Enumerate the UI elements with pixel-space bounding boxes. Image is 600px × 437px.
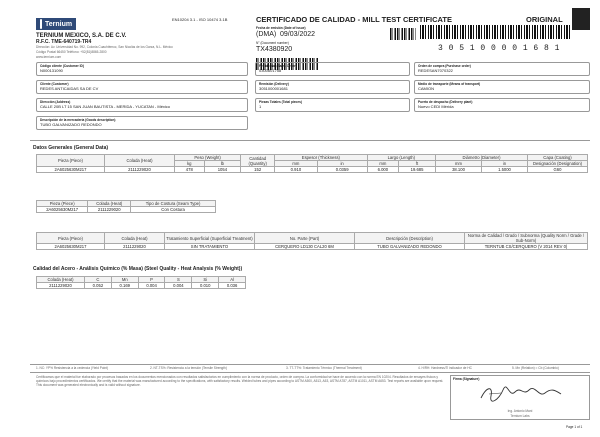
company-rfc: R.F.C. TME-640719-TR4 bbox=[36, 39, 92, 45]
unit-diam-in: in bbox=[481, 161, 527, 167]
chem-col-c: C bbox=[85, 277, 112, 283]
chem-cell-al: 0.036 bbox=[219, 283, 246, 289]
destination-value: Nuevo CEDI Mérida bbox=[418, 104, 454, 109]
company-name: TERNIUM MEXICO, S.A. DE C.V. bbox=[36, 33, 127, 39]
page-number: Page 1 of 1 bbox=[566, 425, 583, 429]
po-box bbox=[414, 62, 590, 76]
seam-cell-type: Con Costura bbox=[131, 207, 216, 213]
unit-thick-mm: mm bbox=[275, 161, 318, 167]
cell-diam-in: 1.5000 bbox=[481, 167, 527, 173]
brand-name: Ternium bbox=[45, 20, 73, 28]
chem-cell-heat: 2111229020 bbox=[37, 283, 85, 289]
document-number-value: TX4380920 bbox=[256, 46, 293, 53]
destination-label: Puerto de despacho (Delivery plant) bbox=[418, 100, 473, 104]
issue-date-prefix: (DMA) bbox=[256, 31, 277, 38]
material-value: TUBO GALVANIZADO REDONDO bbox=[40, 122, 102, 127]
treat-cell-heat: 2111229020 bbox=[105, 244, 165, 250]
seam-col-heat: Colada (Heat) bbox=[88, 201, 131, 207]
po-label: Orden de compra (Purchase order) bbox=[418, 64, 471, 68]
ternium-logo-icon bbox=[40, 19, 42, 29]
chem-col-si: Si bbox=[192, 277, 219, 283]
order-label: Pedido No. (Sales Order) bbox=[259, 64, 297, 68]
chemistry-table bbox=[36, 276, 246, 289]
packages-label: Piezas Totales (Total pieces) bbox=[259, 100, 302, 104]
address-label: Dirección (Address) bbox=[40, 100, 71, 104]
chem-col-s: S bbox=[165, 277, 192, 283]
unit-kg: kg bbox=[175, 161, 205, 167]
remision-box bbox=[255, 80, 410, 94]
col-thickness: Espesor (Thickness) bbox=[275, 155, 367, 161]
signature-label: Firma (Signature) bbox=[453, 377, 480, 381]
section-divider bbox=[30, 140, 590, 141]
barcode-number: 3 0 5 1 0 0 0 0 1 6 8 1 bbox=[438, 44, 560, 53]
address-box bbox=[36, 98, 248, 112]
table-row bbox=[37, 283, 246, 289]
packages-box bbox=[255, 98, 410, 112]
packages-value: 1 bbox=[259, 104, 262, 109]
table-row bbox=[37, 207, 216, 213]
cell-piece: 2A6025630M217 bbox=[37, 167, 105, 173]
seam-cell-piece: 2A6025630M217 bbox=[37, 207, 88, 213]
treat-col-description: Descripción (Description) bbox=[355, 233, 465, 244]
treat-col-norm: Norma de Calidad / Grado / Subnorma (Quality Norm / Grade / Sub-Norm) bbox=[465, 233, 588, 244]
signature-box bbox=[450, 375, 590, 420]
treat-col-heat: Colada (Heat) bbox=[105, 233, 165, 244]
destination-box bbox=[414, 98, 590, 112]
general-data-title: Datos Generales (General Data) bbox=[33, 145, 109, 151]
seam-col-piece: Pieza (Piece) bbox=[37, 201, 88, 207]
cell-coating: G60 bbox=[528, 167, 588, 173]
cell-thick-in: 0.0359 bbox=[317, 167, 367, 173]
footer-divider-top bbox=[30, 364, 590, 365]
chem-col-al: Al bbox=[219, 277, 246, 283]
unit-thick-in: in bbox=[317, 161, 367, 167]
treat-cell-description: TUBO GALVANIZADO REDONDO bbox=[355, 244, 465, 250]
chem-cell-si: 0.010 bbox=[192, 283, 219, 289]
treat-cell-piece: 2A6025630M217 bbox=[37, 244, 105, 250]
note-1: 1. NC: YP% Resistencia a la cedencia (Yield Point) bbox=[36, 366, 109, 370]
cell-heat: 2111229020 bbox=[105, 167, 175, 173]
signature-icon bbox=[479, 384, 563, 402]
unit-length-ft: ft bbox=[399, 161, 436, 167]
col-diameter: Diámetro (Diameter) bbox=[436, 155, 528, 161]
chem-col-heat: Colada (Heat) bbox=[37, 277, 85, 283]
signer-name: Ing. Antonio Mani bbox=[507, 409, 533, 413]
note-2: 2. NT-TS%: Resistencia a la tensión (Tensile Strength) bbox=[150, 366, 227, 370]
client-code-value: N000131090 bbox=[40, 68, 63, 73]
corner-mark bbox=[572, 8, 590, 30]
material-box bbox=[36, 116, 248, 130]
col-coating: Capa (Coating) bbox=[528, 155, 588, 161]
signer-company: Ternium Labs bbox=[510, 414, 530, 418]
seam-table bbox=[36, 200, 216, 213]
table-row bbox=[37, 167, 588, 173]
treat-cell-treatment: SIN TRATAMIENTO bbox=[165, 244, 255, 250]
note-3: 3. TT-TT%: Tratamiento Térmico (Thermal Treatment) bbox=[286, 366, 362, 370]
address-value: CALLE 20B LT 15 SAN JUAN BAUTISTA - MERIDA - YUCATAN - México bbox=[40, 104, 171, 109]
cell-diam-mm: 38.100 bbox=[436, 167, 482, 173]
chem-cell-c: 0.052 bbox=[85, 283, 112, 289]
standard-label: EN10204 3.1 - ISO 10474 3.1B bbox=[172, 17, 228, 22]
col-weight: Peso (Weight) bbox=[175, 155, 241, 161]
company-address: Dirección: Av. Universidad No. 992, Colonia Cuauhtémoc, San Nicolás de los Garza, N.L. México bbox=[36, 45, 173, 49]
treat-col-piece: Pieza (Piece) bbox=[37, 233, 105, 244]
document-number-label: N° (Document number) bbox=[256, 41, 289, 45]
cell-weight-kg: 478 bbox=[175, 167, 205, 173]
unit-length-mm: mm bbox=[367, 161, 398, 167]
treat-col-treatment: Tratamiento Superficial (Superficial Treatment) bbox=[165, 233, 255, 244]
col-heat: Colada (Heat) bbox=[105, 155, 175, 167]
seam-cell-heat: 2111229020 bbox=[88, 207, 131, 213]
client-box bbox=[36, 80, 248, 94]
chem-col-p: P bbox=[138, 277, 165, 283]
client-value: REDES ANTICAIDAS SA DE CV bbox=[40, 86, 99, 91]
chem-cell-mn: 0.169 bbox=[111, 283, 138, 289]
general-table bbox=[36, 154, 588, 173]
original-label: ORIGINAL bbox=[526, 15, 563, 24]
cell-thick-mm: 0.910 bbox=[275, 167, 318, 173]
ternium-logo bbox=[36, 18, 76, 30]
unit-diam-mm: mm bbox=[436, 161, 482, 167]
treat-cell-norm: TERNTUB CS/CERQUERO (V 2014 REV 0) bbox=[465, 244, 588, 250]
transport-box bbox=[414, 80, 590, 94]
cell-weight-lb: 1054 bbox=[204, 167, 241, 173]
client-code-label: Código cliente (Customer ID) bbox=[40, 64, 84, 68]
col-quantity: Cantidad (Quantity) bbox=[241, 155, 275, 167]
order-box bbox=[255, 62, 410, 76]
chem-cell-s: 0.004 bbox=[165, 283, 192, 289]
cell-quantity: 152 bbox=[241, 167, 275, 173]
client-code-box bbox=[36, 62, 248, 76]
po-value: REDESAN7070322 bbox=[418, 68, 453, 73]
client-label: Cliente (Customer) bbox=[40, 82, 69, 86]
order-value: 0300601758 bbox=[259, 68, 282, 73]
treatment-table bbox=[36, 232, 588, 250]
certification-text: Certificamos que el material fue elaborado por procesos basados en los documentos mencionados con resultados satisfactorios en cumplimiento con la norma de producto, orden de compra. La conformidad se hace de acuerdo con la norma EN 10204. Resultados de ensayes físicos y químicos bajo procedimientos certificados. We certify that the material was manufactured according to the specifications, with satisfactory results. Welded tubes and pipes according to ASTM A500, A513, A53, ASTM A787, ASTM A1011, ASTM A653. Test reports are available upon request. This document was generated electronically and is valid without signature. bbox=[36, 375, 444, 387]
chemistry-title: Calidad del Acero - Análisis Químico (% Masa) (Steel Quality - Heat Analysis (% Weight)) bbox=[33, 266, 243, 272]
footer-divider-bottom bbox=[30, 372, 590, 373]
seam-col-type: Tipo de Costura (Seam Type) bbox=[131, 201, 216, 207]
chem-col-mn: Mn bbox=[111, 277, 138, 283]
chem-cell-p: 0.004 bbox=[138, 283, 165, 289]
company-website: www.ternium.com bbox=[36, 55, 62, 59]
material-label: Descripción de la mercadería (Goods description) bbox=[40, 118, 116, 122]
document-title: CERTIFICADO DE CALIDAD - MILL TEST CERTIFICATE bbox=[256, 15, 452, 24]
unit-lb: lb bbox=[204, 161, 241, 167]
col-piece: Pieza (Piece) bbox=[37, 155, 105, 167]
transport-label: Medio de transporte (Means of transport) bbox=[418, 82, 481, 86]
barcode-top bbox=[420, 25, 570, 39]
col-length: Largo (Length) bbox=[367, 155, 435, 161]
table-row bbox=[37, 244, 588, 250]
cell-length-mm: 6.000 bbox=[367, 167, 398, 173]
treat-cell-part: CERQUERO LD130 CAL20 6M bbox=[255, 244, 355, 250]
note-5: 5. Mn (Relation) = Cb (Columbio) bbox=[512, 366, 559, 370]
issue-date-value: 09/03/2022 bbox=[280, 31, 316, 38]
remision-value: 3051000001681 bbox=[259, 86, 288, 91]
treat-col-part: No. Parte (Part) bbox=[255, 233, 355, 244]
cell-length-ft: 19.685 bbox=[399, 167, 436, 173]
barcode-small bbox=[390, 28, 416, 40]
transport-value: CAMION bbox=[418, 86, 434, 91]
unit-designation: Designación (Designation) bbox=[528, 161, 588, 167]
company-postal: Código Postal 66450 Teléfono: +52(81)8865-2800 bbox=[36, 50, 107, 54]
issue-date-label: Fecha de emisión (Date of issue) bbox=[256, 26, 306, 30]
remision-label: Remisión (Delivery) bbox=[259, 82, 289, 86]
note-4: 4. H/RH: Hardness/Ti indicador de HC bbox=[418, 366, 472, 370]
